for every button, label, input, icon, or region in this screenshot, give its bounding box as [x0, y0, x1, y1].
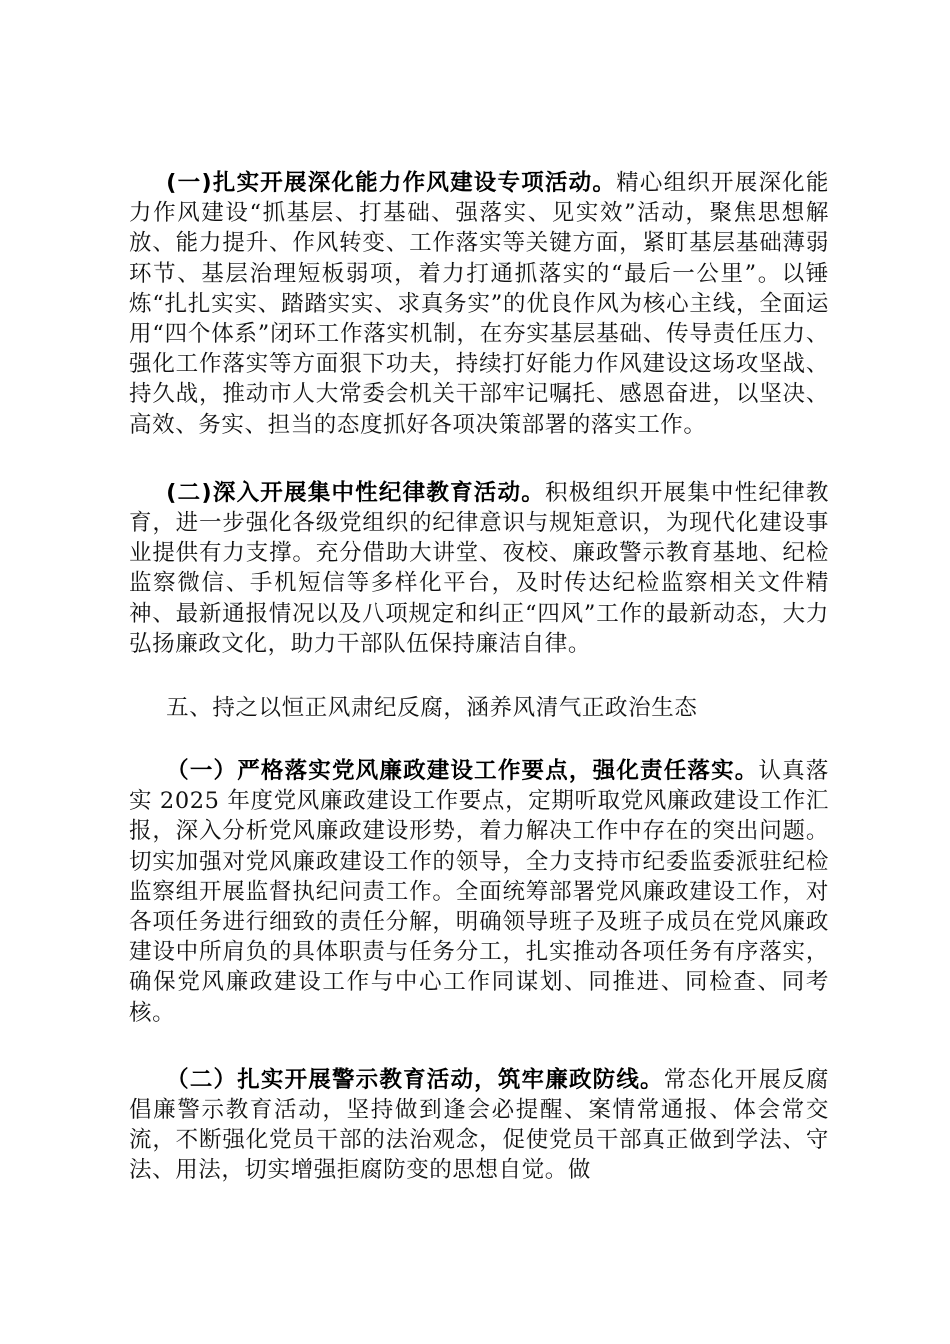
paragraph-capability-style [129, 168, 829, 440]
paragraph-spacer [129, 440, 829, 478]
paragraph-spacer [129, 659, 829, 693]
paragraph-lead: （一）严格落实党风廉政建设工作要点，强化责任落实。 [166, 758, 759, 785]
paragraph-lead: （二）扎实开展警示教育活动，筑牢廉政防线。 [166, 1066, 664, 1093]
section-heading: 五、持之以恒正风肃纪反腐，涵养风清气正政治生态 [166, 695, 698, 722]
paragraph-discipline-education [129, 478, 829, 659]
paragraph-integrity-responsibility [129, 756, 829, 1028]
paragraph-warning-education [129, 1065, 829, 1186]
document-body [129, 168, 829, 1186]
paragraph-text: 积极组织开展集中性纪律教育，进一步强化各级党组织的纪律意识与规矩意识，为现代化建设事业提供有力支撑。充分借助大讲堂、夜校、廉政警示教育基地、纪检监察微信、手机短信等多样化平台，及时传达纪检监察相关文件精神、最新通报情况以及八项规定和纠正“四风”工作的最新动态，大力弘扬廉政文化，助力干部队伍保持廉洁自律。 [129, 479, 829, 657]
paragraph-spacer [129, 1028, 829, 1065]
paragraph-text: 常态化开展反腐倡廉警示教育活动，坚持做到逢会必提醒、案情常通报、体会常交流，不断强化党员干部的法治观念，促使党员干部真正做到学法、守法、用法，切实增强拒腐防变的思想自觉。做 [129, 1066, 829, 1184]
paragraph-text: 认真落实 2025 年度党风廉政建设工作要点，定期听取党风廉政建设工作汇报，深入分析党风廉政建设形势，着力解决工作中存在的突出问题。切实加强对党风廉政建设工作的领导，全力支持市纪委监委派驻纪检监察组开展监督执纪问责工作。全面统筹部署党风廉政建设工作，对各项任务进行细致的责任分解，明确领导班子及班子成员在党风廉政建设中所肩负的具体职责与任务分工，扎实推动各项任务有序落实，确保党风廉政建设工作与中心工作同谋划、同推进、同检查、同考核。 [129, 758, 829, 1026]
paragraph-spacer [129, 723, 829, 756]
paragraph-lead: (一)扎实开展深化能力作风建设专项活动。 [166, 170, 617, 196]
paragraph-text: 精心组织开展深化能力作风建设“抓基层、打基础、强落实、见实效”活动，聚焦思想解放、能力提升、作风转变、工作落实等关键方面，紧盯基层基础薄弱环节、基层治理短板弱项，着力打通抓落实的“最后一公里”。以锤炼“扎扎实实、踏踏实实、求真务实”的优良作风为核心主线，全面运用“四个体系”闭环工作落实机制，在夯实基层基础、传导责任压力、强化工作落实等方面狠下功夫，持续打好能力作风建设这场攻坚战、持久战，推动市人大常委会机关干部牢记嘱托、感恩奋进，以坚决、高效、务实、担当的态度抓好各项决策部署的落实工作。 [129, 170, 829, 438]
paragraph-lead: (二)深入开展集中性纪律教育活动。 [166, 479, 545, 506]
